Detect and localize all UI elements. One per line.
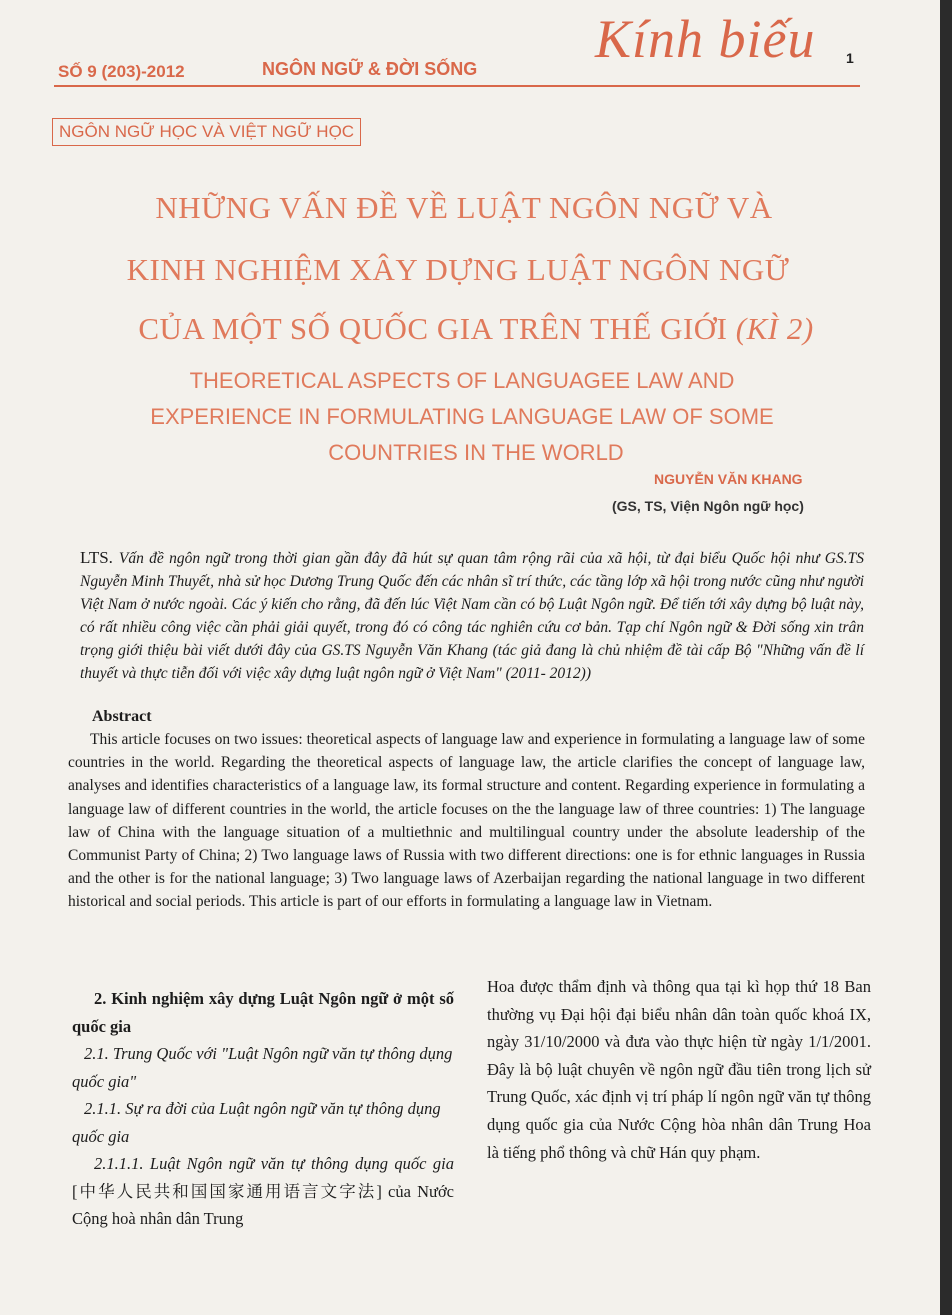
title-vi-line-2: KINH NGHIỆM XÂY DỰNG LUẬT NGÔN NGỮ [126,252,790,287]
title-en-line-1: THEORETICAL ASPECTS OF LANGUAGEE LAW AND [189,368,735,393]
paragraph-2-1-1-1 [72,1150,454,1233]
title-en-line-3: COUNTRIES IN THE WORLD [328,440,624,465]
author-name: NGUYỄN VĂN KHANG [654,471,803,487]
issue-number: SỐ 9 (203)-2012 [58,62,185,81]
paragraph-continuation: của Nước Cộng hoà nhân dân Trung [72,1181,454,1228]
title-vi-line-3 [0,311,952,347]
page-number: 1 [846,50,854,66]
editor-note-text: Vấn đề ngôn ngữ trong thời gian gần đây đã hút sự quan tâm rộng rãi của xã hội, từ đại biểu Quốc hội như GS.TS Nguyễn Minh Thuyết, nhà sử học Dương Trung Quốc đến các nhân sĩ trí thức, các tầng lớp xã hội trong nước cũng như người Việt Nam ở nước ngoài. Các ý kiến cho rằng, đã đến lúc Việt Nam cần có bộ Luật Ngôn ngữ. Để tiến tới xây dựng bộ luật này, có rất nhiều công việc cần phải giải quyết, trong đó có công tác nghiên cứu cơ bản. Tạp chí Ngôn ngữ & Đời sống xin trân trọng giới thiệu bài viết dưới đây của GS.TS Nguyễn Văn Khang (tác giả đang là chủ nhiệm đề tài cấp Bộ "Những vấn đề lí thuyết và thực tiễn đối với việc xây dựng luật ngôn ngữ ở Việt Nam" (2011- 2012)) [80,550,864,682]
body-column-right: Hoa được thẩm định và thông qua tại kì họp thứ 18 Ban thường vụ Đại hội đại biểu nhân dân toàn quốc khoá IX, ngày 31/10/2000 và đưa vào thực hiện từ ngày 1/1/2001. Đây là bộ luật chuyên về ngôn ngữ đầu tiên trong lịch sử Trung Quốc, xác định vị trí pháp lí ngôn ngữ văn tự thông dụng quốc gia của Nước Cộng hòa nhân dân Trung Hoa là tiếng phổ thông và chữ Hán quy phạm. [487,977,871,1162]
author-affiliation: (GS, TS, Viện Ngôn ngữ học) [612,498,804,514]
title-en-line-2: EXPERIENCE IN FORMULATING LANGUAGE LAW OF SOME [150,404,774,429]
editor-note [80,546,864,685]
header-rule [54,85,860,87]
chinese-law-name: [中华人民共和国国家通用语言文字法] [72,1181,382,1201]
scan-edge [940,0,952,1315]
subsection-2-1: 2.1. Trung Quốc với "Luật Ngôn ngữ văn tự thông dụng quốc gia" [72,1044,453,1091]
body-column-left [72,985,454,1233]
abstract-title: Abstract [92,708,152,725]
editor-note-label: LTS. [80,548,113,567]
title-part-label: (KÌ 2) [735,311,814,346]
journal-name: NGÔN NGỮ & ĐỜI SỐNG [262,59,478,79]
title-vi-line-3-text: CỦA MỘT SỐ QUỐC GIA TRÊN THẾ GIỚI [138,311,728,346]
section-heading: 2. Kinh nghiệm xây dựng Luật Ngôn ngữ ở một số quốc gia [72,989,454,1036]
subsection-2-1-1: 2.1.1. Sự ra đời của Luật ngôn ngữ văn tự thông dụng quốc gia [72,1099,441,1146]
abstract-body: This article focuses on two issues: theoretical aspects of language law and experience in formulating a language law of some countries in the world. Regarding the theoretical aspects of language law, the article clarifies the concept of language law, analyses and identifies characteristics of a language law, its formal structure and content. Regarding experience in formulating a language law of different countries in the world, the article focuses on the the language law of three countries: 1) The language law of China with the language situation of a multiethnic and multilingual country under the absolute leadership of the Communist Party of China; 2) Two language laws of Russia with two different directions: one is for ethnic languages in Russia and the other is for the national language; 3) Two language laws of Azerbaijan regarding the national language in two different historical and social periods. This article is part of our efforts in formulating a language law in Vietnam. [68,731,865,911]
title-vi-line-1: NHỮNG VẤN ĐỀ VỀ LUẬT NGÔN NGỮ VÀ [155,190,773,225]
subsection-2-1-1-1: 2.1.1.1. Luật Ngôn ngữ văn tự thông dụng quốc gia [94,1154,454,1173]
handwritten-dedication: Kính biếu [595,9,816,69]
section-label: NGÔN NGỮ HỌC VÀ VIỆT NGỮ HỌC [52,118,361,146]
